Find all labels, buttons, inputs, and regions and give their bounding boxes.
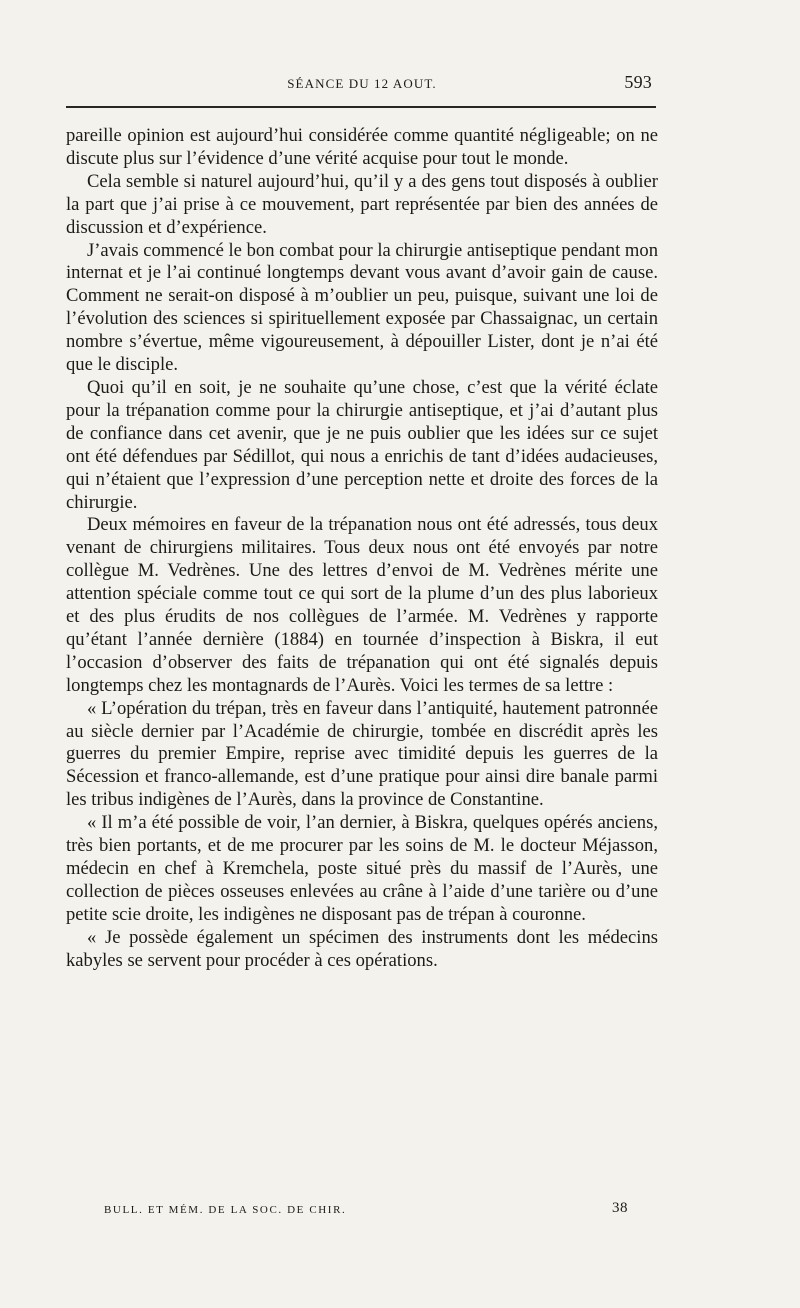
paragraph: Deux mémoires en faveur de la trépanation nous ont été adressés, tous deux venant de chirurgiens militaires. Tous deux nous ont été envoyés par notre collègue M. Vedrènes. Une des lettres d’envoi de M. Vedrènes mérite une attention spéciale comme tout ce qui sort de la plume d’un des plus laborieux et des plus érudits de nos collègues de l’armée. M. Vedrènes y rapporte qu’étant l’année dernière (1884) en tournée d’inspection à Biskra, il eut l’occasion d’observer des faits de trépanation qui ont été signalés depuis longtemps chez les montagnards de l’Aurès. Voici les termes de sa lettre : (66, 514, 658, 696)
page-number: 593 (624, 72, 652, 92)
quoted-paragraph: « Je possède également un spécimen des instruments dont les médecins kabyles se servent pour procéder à ces opérations. (66, 926, 658, 971)
body-text (66, 125, 658, 973)
journal-footer: BULL. ET MÉM. DE LA SOC. DE CHIR. (104, 1204, 347, 1216)
header-rule (66, 106, 656, 108)
running-title: SÉANCE DU 12 AOUT. (287, 76, 437, 91)
paragraph: J’avais commencé le bon combat pour la chirurgie antiseptique pendant mon internat et je l’ai continué longtemps devant vous avant d’avoir gain de cause. Comment ne serait-on disposé à m’oublier un peu, puisque, suivant une loi de l’évolution des sciences si spirituellement exposée par Chassaignac, un certain nombre s’évertue, même vigoureusement, à dépouiller Lister, dont je n’ai été que le disciple. (66, 239, 658, 376)
quoted-paragraph: « L’opération du trépan, très en faveur dans l’antiquité, hautement patronnée au siècle dernier par l’Académie de chirurgie, tombée en discrédit après les guerres du premier Empire, reprise avec timidité depuis les guerres de la Sécession et franco-allemande, est d’une pratique pour ainsi dire banale parmi les tribus indigènes de l’Aurès, dans la province de Constantine. (66, 697, 658, 811)
signature-mark: 38 (612, 1200, 628, 1216)
book-page (66, 70, 658, 1250)
paragraph: Quoi qu’il en soit, je ne souhaite qu’une chose, c’est que la vérité éclate pour la trépanation comme pour la chirurgie antiseptique, et j’ai d’autant plus de confiance dans cet avenir, que je ne puis oublier que les idées sur ce sujet ont été défendues par Sédillot, qui nous a enrichis de tant d’idées audacieuses, qui n’étaient que l’expression d’une perception nette et droite des forces de la chirurgie. (66, 376, 658, 513)
quoted-paragraph: « Il m’a été possible de voir, l’an dernier, à Biskra, quelques opérés anciens, très bien portants, et de me procurer par les soins de M. le docteur Méjasson, médecin en chef à Kremchela, poste situé près du massif de l’Aurès, une collection de pièces osseuses enlevées au crâne à l’aide d’une tarière ou d’une petite scie droite, les indigènes ne disposant pas de trépan à couronne. (66, 812, 658, 925)
page-footer (66, 1198, 658, 1222)
running-header (66, 70, 658, 100)
paragraph-continued: pareille opinion est aujourd’hui considérée comme quantité négligeable; on ne discute plus sur l’évidence d’une vérité acquise pour tout le monde. (66, 125, 658, 169)
paragraph: Cela semble si naturel aujourd’hui, qu’il y a des gens tout disposés à oublier la part que j’ai prise à ce mouvement, part représentée par bien des années de discussion et d’expérience. (66, 170, 658, 238)
